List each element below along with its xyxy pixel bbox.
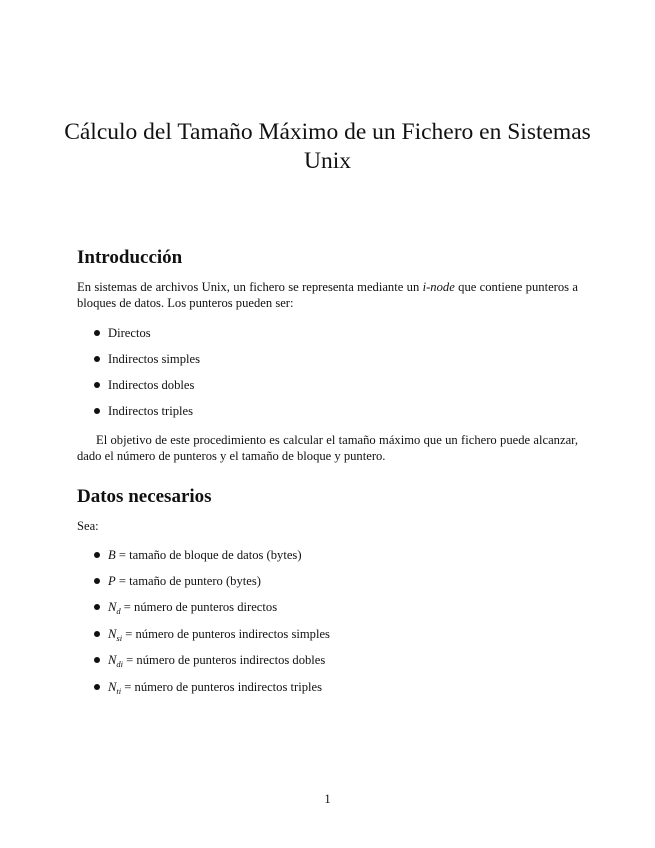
- variable-description: = tamaño de puntero (bytes): [115, 574, 261, 588]
- data-lead-text: Sea:: [77, 519, 99, 533]
- bullet-icon: [94, 356, 100, 362]
- page-number: 1: [324, 792, 331, 806]
- section-heading-datos-necesarios: Datos necesarios: [77, 486, 212, 507]
- variable-description: = tamaño de bloque de datos (bytes): [115, 548, 302, 562]
- document-title: Cálculo del Tamaño Máximo de un Fichero en Sistemas Unix: [64, 119, 591, 174]
- list-item-text: Indirectos dobles: [108, 378, 195, 392]
- list-item-text: [108, 547, 302, 563]
- list-item-text: Directos: [108, 326, 151, 340]
- math-subscript: di: [116, 659, 124, 669]
- variable-description: = número de punteros indirectos dobles: [123, 653, 326, 667]
- intro-text-before: En sistemas de archivos Unix, un fichero se representa mediante un: [77, 280, 423, 294]
- math-symbol: N: [108, 653, 117, 667]
- math-subscript: si: [116, 633, 123, 643]
- bullet-icon: [94, 604, 100, 610]
- variable-description: = número de punteros indirectos triples: [121, 680, 323, 694]
- objective-paragraph: El objetivo de este procedimiento es calcular el tamaño máximo que un fichero puede alcanzar, dado el número de punteros y el tamaño de bloque y puntero.: [77, 433, 578, 463]
- inode-term: i-node: [422, 280, 455, 294]
- bullet-icon: [94, 330, 100, 336]
- math-symbol: N: [108, 680, 117, 694]
- list-item-text: Indirectos simples: [108, 352, 200, 366]
- list-item-text: [108, 679, 322, 699]
- math-symbol: P: [108, 574, 116, 588]
- intro-text-after: que contiene punteros a bloques de datos. Los punteros pueden ser:: [77, 280, 578, 310]
- math-symbol: B: [108, 548, 116, 562]
- bullet-icon: [94, 578, 100, 584]
- bullet-icon: [94, 684, 100, 690]
- list-item-text: [108, 573, 261, 589]
- intro-paragraph: [77, 279, 578, 311]
- list-item-text: Indirectos triples: [108, 404, 193, 418]
- math-symbol: N: [108, 627, 117, 641]
- variable-description: = número de punteros indirectos simples: [122, 627, 330, 641]
- bullet-icon: [94, 657, 100, 663]
- math-subscript: ti: [116, 686, 122, 696]
- bullet-icon: [94, 552, 100, 558]
- section-heading-introduccion: Introducción: [77, 247, 183, 268]
- math-subscript: d: [116, 606, 121, 616]
- bullet-icon: [94, 631, 100, 637]
- variable-description: = número de punteros directos: [120, 600, 278, 614]
- list-item-text: [108, 626, 330, 646]
- list-item-text: [108, 599, 277, 619]
- bullet-icon: [94, 382, 100, 388]
- list-item-text: [108, 652, 325, 672]
- bullet-icon: [94, 408, 100, 414]
- math-symbol: N: [108, 600, 117, 614]
